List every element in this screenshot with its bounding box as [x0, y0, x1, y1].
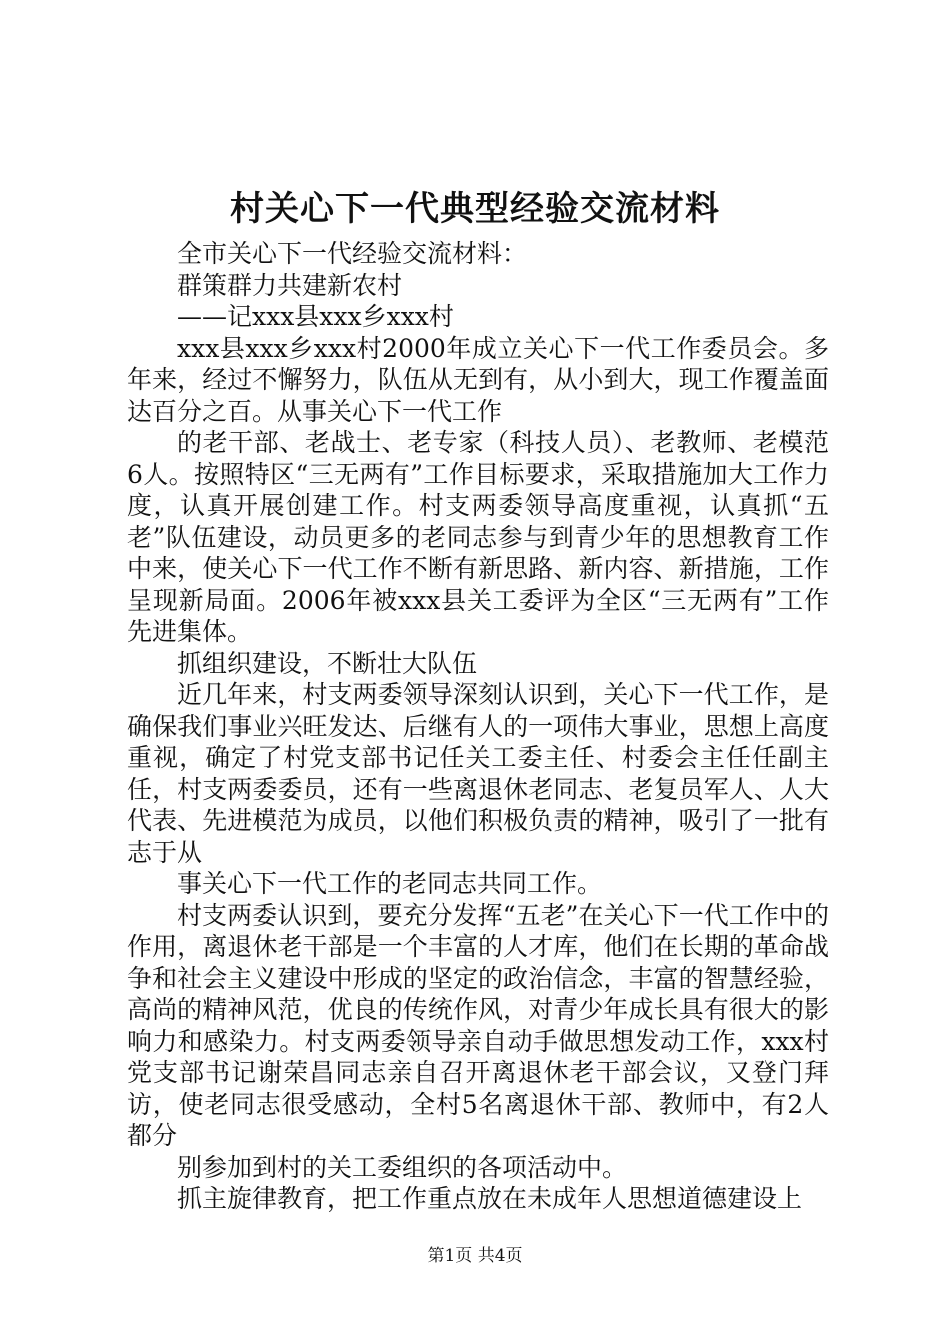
document-title: 村关心下一代典型经验交流材料 [230, 189, 720, 229]
paragraph-11: 抓主旋律教育，把工作重点放在未成年人思想道德建设上 [177, 1184, 803, 1213]
paragraph-4: xxx县xxx乡xxx村2000年成立关心下一代工作委员会。多年来，经过不懈努力，队伍从无到有，从小到大，现工作覆盖面达百分之百。从事关心下一代工作 [127, 333, 829, 426]
paragraph-3: ——记xxx县xxx乡xxx村 [177, 302, 454, 331]
paragraph-10: 别参加到村的关工委组织的各项活动中。 [177, 1152, 628, 1182]
paragraph-7: 近几年来，村支两委领导深刻认识到，关心下一代工作，是确保我们事业兴旺发达、后继有人的一项伟大事业，思想上高度重视，确定了村党支部书记任关工委主任、村委会主任任副主任，村支两委委员，还有一些离退休老同志、老复员军人、人大代表、先进模范为成员，以他们积极负责的精神，吸引了一批有志于从 [127, 680, 829, 867]
paragraph-8: 事关心下一代工作的老同志共同工作。 [177, 869, 603, 898]
paragraph-1: 全市关心下一代经验交流材料： [177, 239, 528, 268]
document-body [127, 238, 829, 1215]
paragraph-9: 村支两委认识到，要充分发挥“五老”在关心下一代工作中的作用，离退休老干部是一个丰富的人才库，他们在长期的革命战争和社会主义建设中形成的坚定的政治信念，丰富的智慧经验，高尚的精神风范，优良的传统作风，对青少年成长具有很大的影响力和感染力。村支两委领导亲自动手做思想发动工作，xxx村党支部书记谢荣昌同志亲自召开离退休老干部会议，又登门拜访，使老同志很受感动，全村5名离退休干部、教师中，有2人都分 [127, 900, 829, 1150]
paragraph-6: 抓组织建设，不断壮大队伍 [177, 648, 478, 678]
paragraph-2: 群策群力共建新农村 [177, 270, 403, 300]
paragraph-5: 的老干部、老战士、老专家（科技人员）、老教师、老模范6人。按照特区“三无两有”工作目标要求，采取措施加大工作力度，认真开展创建工作。村支两委领导高度重视，认真抓“五老”队伍建设，动员更多的老同志参与到青少年的思想教育工作中来，使关心下一代工作不断有新思路、新内容、新措施，工作呈现新局面。2006年被xxx县关工委评为全区“三无两有”工作先进集体。 [127, 428, 829, 646]
page-number-footer: 第1页 共4页 [427, 1246, 523, 1266]
